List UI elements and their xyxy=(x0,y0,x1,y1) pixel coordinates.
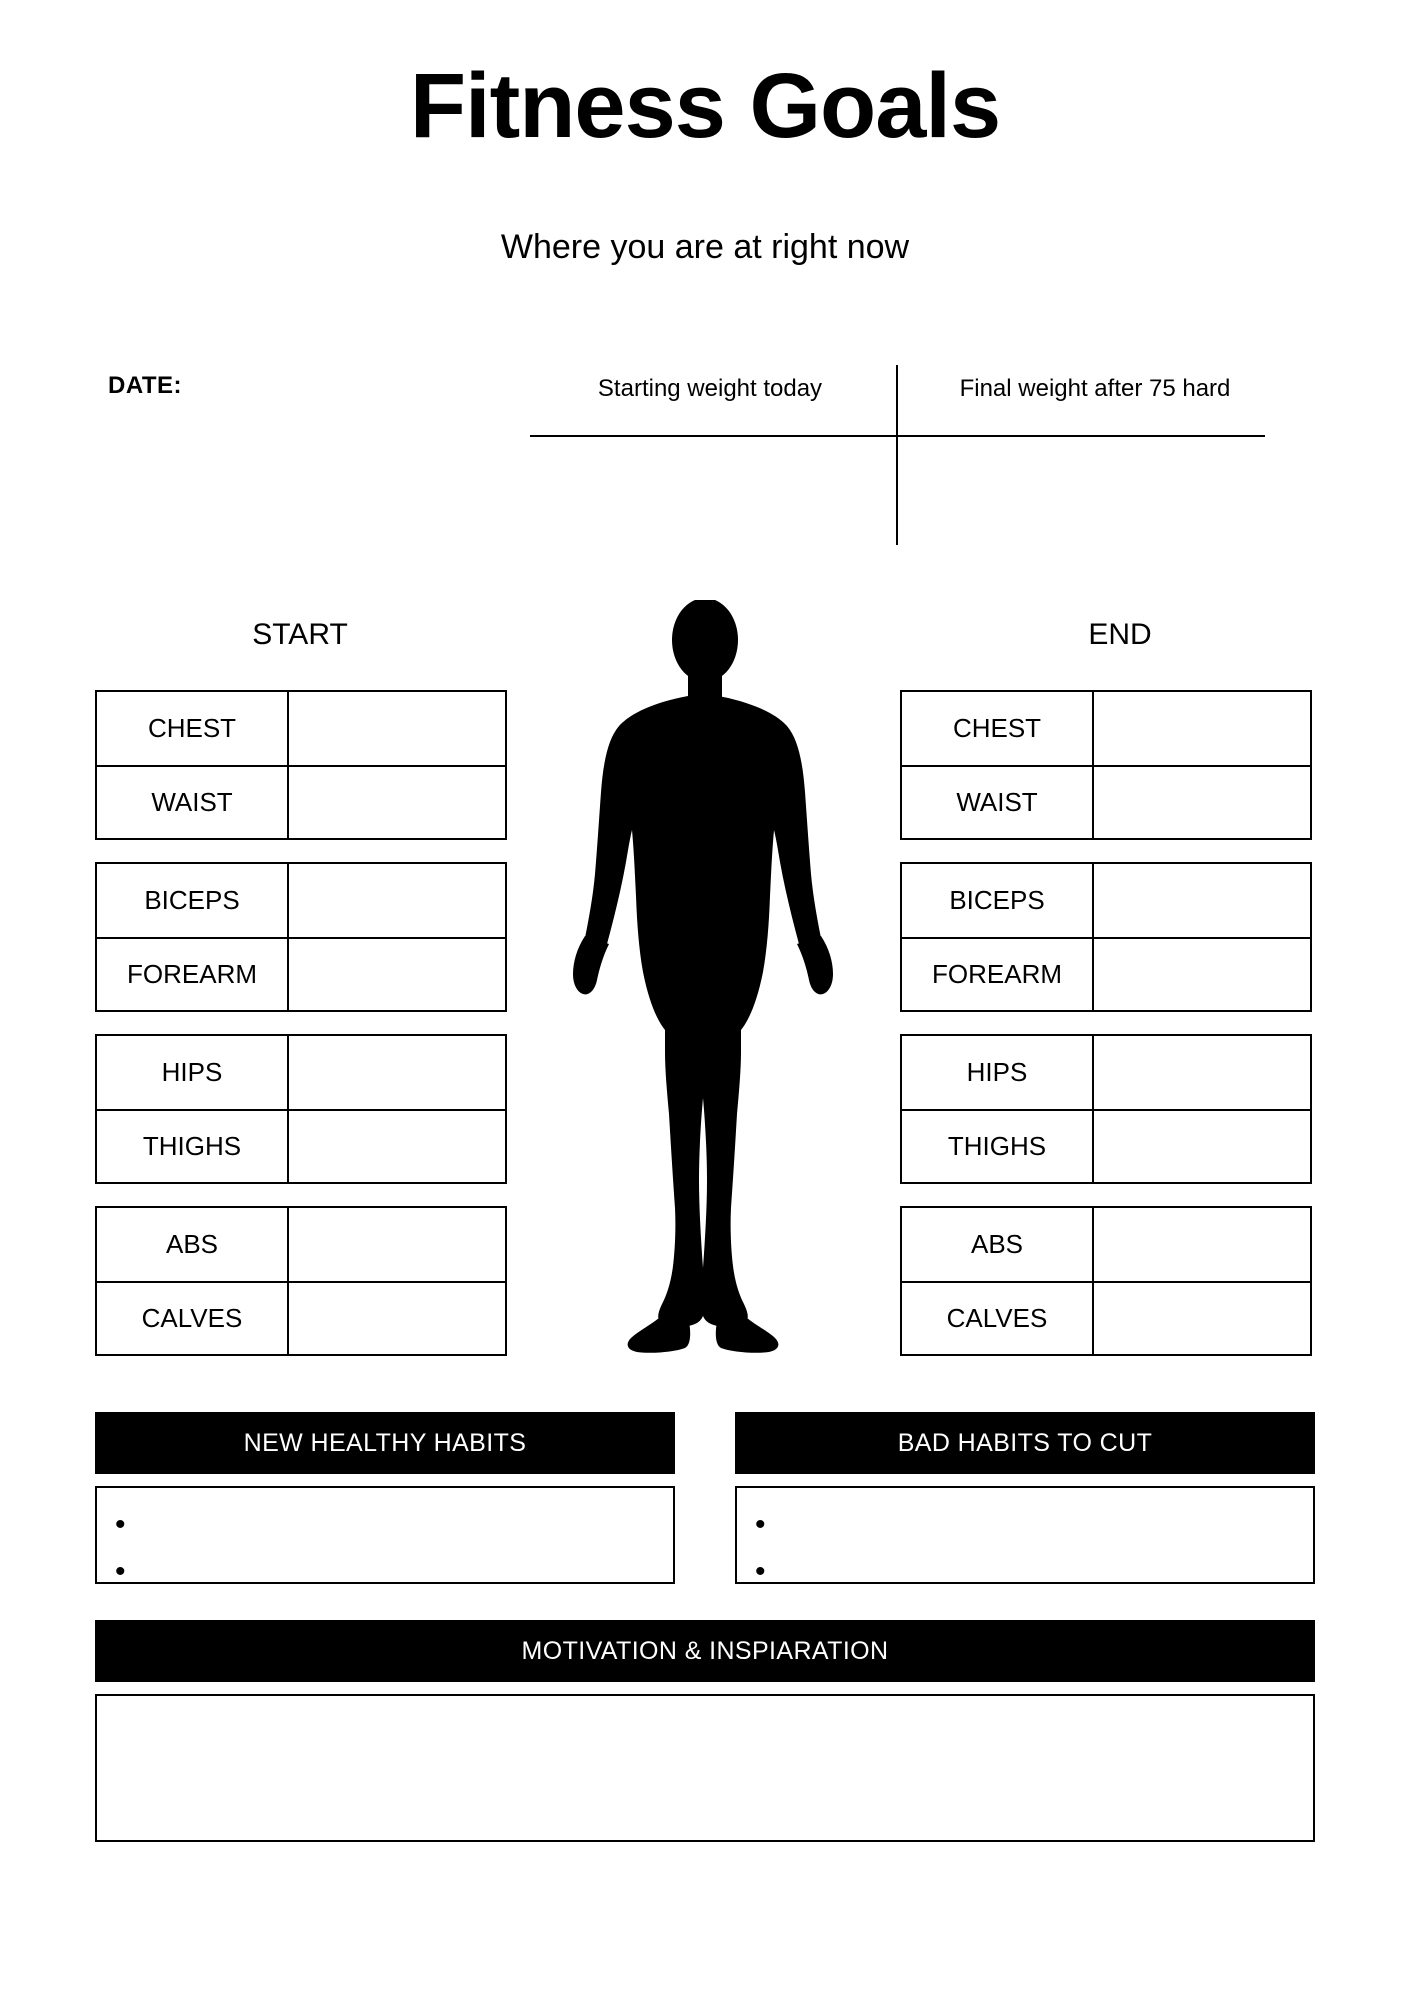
measurement-input-hips-end[interactable] xyxy=(1094,1036,1310,1109)
measurement-input-chest-start[interactable] xyxy=(289,692,505,765)
measurement-input-forearm-end[interactable] xyxy=(1094,939,1310,1010)
final-weight-label: Final weight after 75 hard xyxy=(959,375,1231,402)
new-healthy-habits-header: NEW HEALTHY HABITS xyxy=(95,1412,675,1474)
measurement-input-waist-start[interactable] xyxy=(289,767,505,838)
start-measurement-group-3 xyxy=(95,1034,507,1184)
measurement-input-hips-start[interactable] xyxy=(289,1036,505,1109)
end-measurement-group-4 xyxy=(900,1206,1312,1356)
measurement-label: CALVES xyxy=(902,1283,1094,1354)
measurement-input-thighs-start[interactable] xyxy=(289,1111,505,1182)
start-column-heading: START xyxy=(252,618,348,651)
measurement-label: BICEPS xyxy=(902,864,1094,937)
weights-divider xyxy=(896,365,898,545)
measurement-label: ABS xyxy=(97,1208,289,1281)
new-healthy-habits-box[interactable] xyxy=(95,1486,675,1588)
bad-habits-to-cut-header: BAD HABITS TO CUT xyxy=(735,1412,1315,1474)
table-row xyxy=(97,1208,505,1281)
end-column-heading: END xyxy=(1088,618,1152,651)
table-row xyxy=(97,692,505,765)
bad-habits-to-cut-box[interactable] xyxy=(735,1486,1315,1588)
measurement-input-biceps-end[interactable] xyxy=(1094,864,1310,937)
table-row xyxy=(902,765,1310,838)
motivation-header: MOTIVATION & INSPIARATION xyxy=(95,1620,1315,1682)
end-measurement-group-1 xyxy=(900,690,1312,840)
list-item: • xyxy=(755,1554,766,1588)
measurement-input-calves-end[interactable] xyxy=(1094,1283,1310,1354)
page-title: Fitness Goals xyxy=(409,55,1001,157)
measurement-input-biceps-start[interactable] xyxy=(289,864,505,937)
start-measurement-group-2 xyxy=(95,862,507,1012)
table-row xyxy=(902,1109,1310,1182)
measurement-input-abs-end[interactable] xyxy=(1094,1208,1310,1281)
measurement-input-chest-end[interactable] xyxy=(1094,692,1310,765)
motivation-input[interactable] xyxy=(95,1694,1315,1842)
table-row xyxy=(902,692,1310,765)
start-measurement-group-1 xyxy=(95,690,507,840)
table-row xyxy=(97,1109,505,1182)
measurement-label: FOREARM xyxy=(902,939,1094,1010)
measurement-label: HIPS xyxy=(902,1036,1094,1109)
table-row xyxy=(902,1281,1310,1354)
measurement-label: CALVES xyxy=(97,1283,289,1354)
measurement-label: WAIST xyxy=(902,767,1094,838)
measurement-input-calves-start[interactable] xyxy=(289,1283,505,1354)
measurement-label: FOREARM xyxy=(97,939,289,1010)
start-measurement-group-4 xyxy=(95,1206,507,1356)
table-row xyxy=(902,1208,1310,1281)
date-label: DATE: xyxy=(108,372,183,399)
table-row xyxy=(902,937,1310,1010)
table-row xyxy=(902,864,1310,937)
measurement-label: HIPS xyxy=(97,1036,289,1109)
measurement-label: CHEST xyxy=(902,692,1094,765)
page-subtitle: Where you are at right now xyxy=(500,228,910,266)
table-row xyxy=(97,1281,505,1354)
starting-weight-label: Starting weight today xyxy=(597,375,823,402)
list-item: • xyxy=(755,1508,766,1541)
measurement-label: WAIST xyxy=(97,767,289,838)
measurement-input-abs-start[interactable] xyxy=(289,1208,505,1281)
table-row xyxy=(97,864,505,937)
end-measurement-group-2 xyxy=(900,862,1312,1012)
table-row xyxy=(97,1036,505,1109)
measurement-input-waist-end[interactable] xyxy=(1094,767,1310,838)
measurement-input-thighs-end[interactable] xyxy=(1094,1111,1310,1182)
table-row xyxy=(902,1036,1310,1109)
measurement-input-forearm-start[interactable] xyxy=(289,939,505,1010)
end-measurement-group-3 xyxy=(900,1034,1312,1184)
measurement-label: THIGHS xyxy=(97,1111,289,1182)
measurement-label: ABS xyxy=(902,1208,1094,1281)
table-row xyxy=(97,765,505,838)
measurement-label: BICEPS xyxy=(97,864,289,937)
list-item: • xyxy=(115,1508,126,1541)
measurement-label: THIGHS xyxy=(902,1111,1094,1182)
list-item: • xyxy=(115,1554,126,1588)
human-body-silhouette-icon xyxy=(515,600,895,1360)
table-row xyxy=(97,937,505,1010)
measurement-label: CHEST xyxy=(97,692,289,765)
